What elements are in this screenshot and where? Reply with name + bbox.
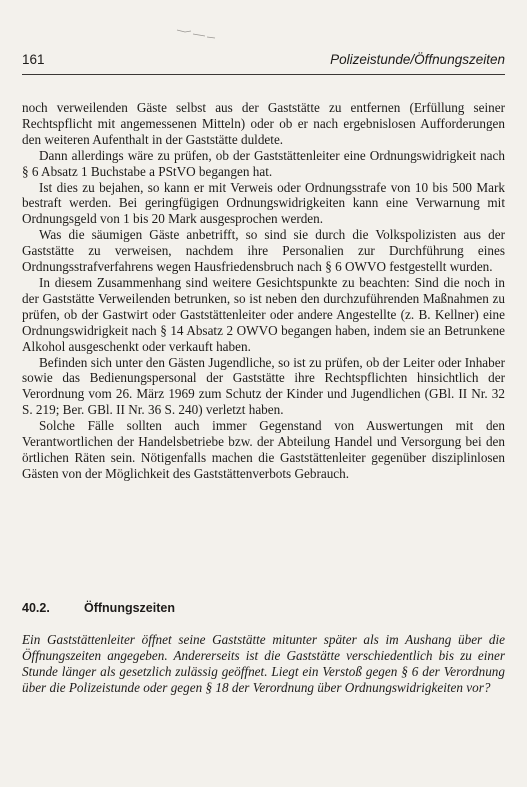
running-title: Polizeistunde/Öffnungszeiten [330,52,505,67]
paragraph: In diesem Zusammenhang sind weitere Gesichtspunkte zu beachten: Sind die noch in der Gaststätte Verweilenden betrunken, so ist neben den durchzuführenden Maßnahmen zu prüfen, ob der Gastwirt oder Gaststättenleiter oder andere Angestellte (z. B. Kellner) eine Ordnungswidrigkeit nach § 14 Absatz 2 OWVO begangen haben, indem sie an Betrunkene Alkohol ausgeschenkt oder verkauft haben. [22,274,505,354]
section-title: Öffnungszeiten [84,601,175,615]
paragraph: Befinden sich unter den Gästen Jugendliche, so ist zu prüfen, ob der Leiter oder Inhaber sowie das Bedienungspersonal der Gaststätte ihre Rechtspflichten hinsichtlich der Verordnung vom 26. März 1969 zum Schutz der Kinder und Jugendlichen (GBl. II Nr. 32 S. 219; Ber. GBl. II Nr. 36 S. 240) verletzt haben. [22,354,505,418]
header-rule [22,74,505,75]
page-number: 161 [22,52,45,67]
paragraph: Ist dies zu bejahen, so kann er mit Verweis oder Ordnungsstrafe von 10 bis 500 Mark bestraft werden. Bei geringfügigen Ordnungswidrigkeiten kann eine Verwarnung mit Ordnungsgeld von 1 bis 20 Mark ausgesprochen werden. [22,179,505,227]
question-text: Ein Gaststättenleiter öffnet seine Gaststätte mitunter später als im Aushang über die Öffnungszeiten angegeben. Andererseits ist die Gaststätte verschiedentlich bis zu einer Stunde länger als gesetzlich zulässig geöffnet. Liegt ein Verstoß gegen § 6 der Verordnung über die Polizeistunde oder gegen § 18 der Verordnung über Ordnungswidrigkeiten vor? [22,632,505,695]
paragraph: Was die säumigen Gäste anbetrifft, so sind sie durch die Volkspolizisten aus der Gaststätte zu verweisen, nachdem ihre Personalien zur Durchführung eines Ordnungsstrafverfahrens wegen Hausfriedensbruch nach § 6 OWVO festgestellt wurden. [22,227,505,275]
scan-smudge-mark [175,26,220,40]
case-question [22,632,505,696]
section-number: 40.2. [22,601,50,615]
paragraph: Solche Fälle sollten auch immer Gegenstand von Auswertungen mit den Verantwortlichen der Handelsbetriebe bzw. der Abteilung Handel und Versorgung bei den örtlichen Räten sein. Nötigenfalls machen die Gaststättenleiter gegenüber disziplinlosen Gästen von der Möglichkeit des Gaststättenverbots Gebrauch. [22,418,505,481]
section-heading [22,601,505,615]
paragraph: Dann allerdings wäre zu prüfen, ob der Gaststättenleiter eine Ordnungswidrigkeit nach § 6 Absatz 1 Buchstabe a PStVO begangen hat. [22,147,505,179]
paragraph: noch verweilenden Gäste selbst aus der Gaststätte zu entfernen (Erfüllung seiner Rechtspflicht mit angemessenen Mitteln) oder ob er nach ergebnislosen Aufforderungen den weiteren Aufenthalt in der Gaststätte duldete. [22,100,505,147]
body-text [22,100,505,482]
running-header [22,52,505,67]
